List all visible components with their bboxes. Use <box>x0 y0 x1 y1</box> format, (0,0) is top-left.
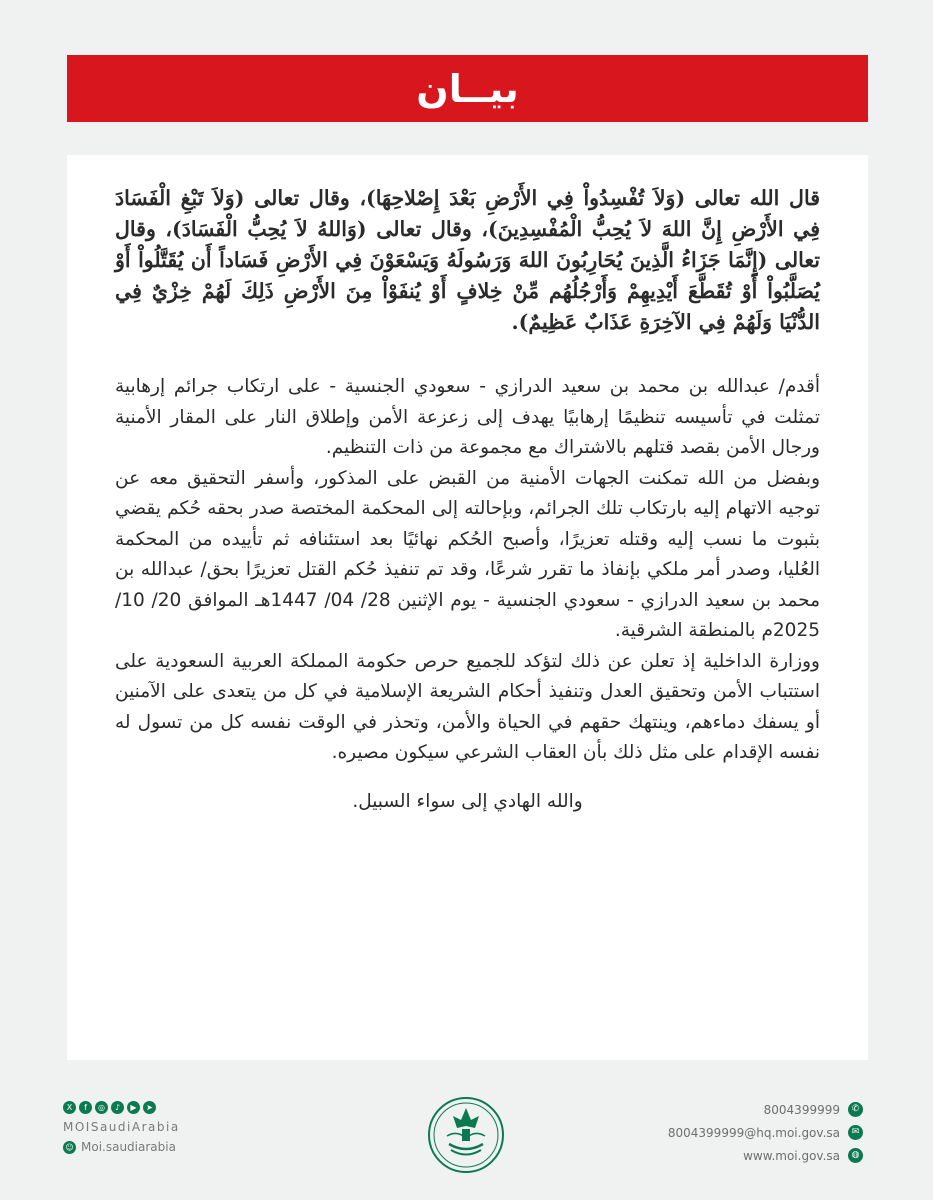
phone-row[interactable] <box>668 1101 863 1118</box>
statement-card <box>67 155 868 1060</box>
phone-number: 8004399999 <box>763 1102 840 1117</box>
page-title: بيــان <box>416 66 519 111</box>
email-address: 8004399999@hq.moi.gov.sa <box>667 1125 840 1140</box>
telegram-icon[interactable]: ➤ <box>143 1101 156 1114</box>
ministry-emblem-logo <box>427 1096 505 1174</box>
youtube-icon[interactable]: ▶ <box>127 1101 140 1114</box>
tiktok-icon[interactable]: ♪ <box>111 1101 124 1114</box>
quran-intro: قال الله تعالى (وَلاَ تُفْسِدُواْ فِي الأَرْضِ بَعْدَ إِصْلاحِهَا)، وقال تعالى (وَلاَ تَبْغِ الْفَسَادَ فِي الأَرْضِ إِنَّ اللهَ لاَ يُحِبُّ الْمُفْسِدِينَ)، وقال تعالى (وَاللهُ لاَ يُحِبُّ الْفَسَادَ)، وقال تعالى (إِنَّمَا جَزَاءُ الَّذِينَ يُحَارِبُونَ اللهَ وَرَسُولَهُ وَيَسْعَوْنَ فِي الأَرْضِ فَسَاداً أَن يُقَتَّلُواْ أَوْ يُصَلَّبُواْ أَوْ تُقَطَّعَ أَيْدِيهِمْ وَأَرْجُلُهُم مِّنْ خِلافٍ أَوْ يُنفَوْاْ مِنَ الأَرْضِ ذَلِكَ لَهُمْ خِزْيٌ فِي الدُّنْيَا وَلَهُمْ فِي الآخِرَةِ عَذَابٌ عَظِيمٌ). <box>115 186 820 334</box>
snapchat-handle: Moi.saudiarabia <box>81 1140 176 1154</box>
social-block <box>63 1101 203 1154</box>
website-link: www.moi.gov.sa <box>743 1148 840 1163</box>
website-row[interactable] <box>668 1147 863 1164</box>
email-row[interactable] <box>668 1124 863 1141</box>
paragraph-ministry-statement: ووزارة الداخلية إذ تعلن عن ذلك لتؤكد للجميع حرص حكومة المملكة العربية السعودية على استتباب الأمن وتحقيق العدل وتنفيذ أحكام الشريعة الإسلامية في كل من يتعدى على الآمنين أو يسفك دماءهم، وينتهك حقهم في الحياة والأمن، وتحذر في الوقت نفسه كل من تسول له نفسه الإقدام على مثل ذلك بأن العقاب الشرعي سيكون مصيره. <box>115 650 820 763</box>
paragraph-verdict: وبفضل من الله تمكنت الجهات الأمنية من القبض على المذكور، وأسفر التحقيق معه عن توجيه الاتهام إليه بارتكاب تلك الجرائم، وبإحالته إلى المحكمة المختصة صدر بحقه حُكم يقضي بثبوت ما نسب إليه وقتله تعزيرًا، وأصبح الحُكم نهائيًا بعد استئنافه ثم تأييده من المحكمة العُليا، وصدر أمر ملكي بإنفاذ ما تقرر شرعًا، وقد تم تنفيذ حُكم القتل تعزيرًا بحق/ عبدالله بن محمد بن سعيد الدرازي - سعودي الجنسية - يوم الإثنين 28/ 04/ 1447هـ الموافق 20/ 10/ 2025م بالمنطقة الشرقية. <box>115 467 820 641</box>
social-icons <box>63 1101 203 1114</box>
header-banner <box>67 55 868 122</box>
snapchat-row[interactable] <box>63 1140 203 1154</box>
globe-icon: ◍ <box>848 1148 863 1163</box>
social-handle[interactable]: MOISaudiArabia <box>63 1120 180 1134</box>
email-icon: ✉ <box>848 1125 863 1140</box>
instagram-icon[interactable]: ◎ <box>95 1101 108 1114</box>
paragraph-accusation: أقدم/ عبدالله بن محمد بن سعيد الدرازي - سعودي الجنسية - على ارتكاب جرائم إرهابية تمثلت في تأسيسه تنظيمًا إرهابيًا يهدف إلى زعزعة الأمن وإطلاق النار على المقار الأمنية ورجال الأمن بقصد قتلهم بالاشتراك مع مجموعة من ذات التنظيم. <box>115 376 820 458</box>
x-icon[interactable]: X <box>63 1101 76 1114</box>
facebook-icon[interactable]: f <box>79 1101 92 1114</box>
snapchat-icon: ☺ <box>63 1141 76 1154</box>
contact-block <box>668 1101 863 1170</box>
phone-icon: ✆ <box>848 1102 863 1117</box>
closing-line: والله الهادي إلى سواء السبيل. <box>352 790 583 812</box>
